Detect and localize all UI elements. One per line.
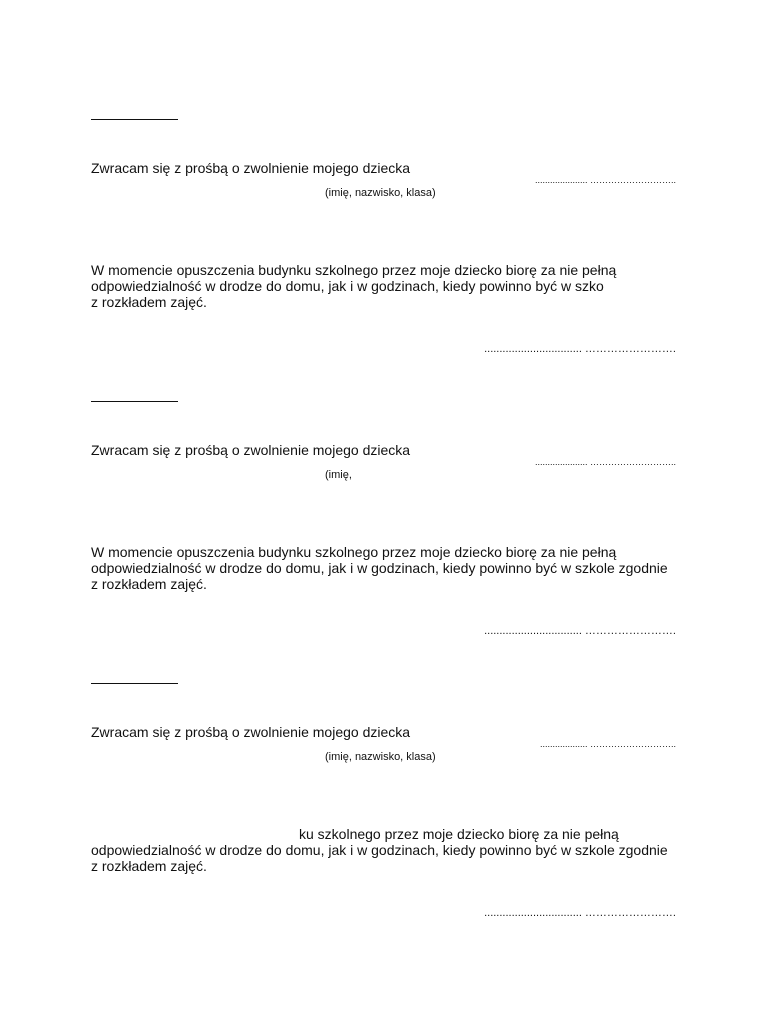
responsibility-paragraph [91, 544, 691, 592]
release-slip [0, 683, 768, 965]
child-name-dotted-line: ..................... ……………………….. [534, 457, 676, 467]
paragraph-line: odpowiedzialność w drodze do domu, jak i w godzinach, kiedy powinno być w szkole zgodnie [91, 560, 668, 576]
child-name-caption: (imię, [325, 469, 352, 481]
request-text: Zwracam się z prośbą o zwolnienie mojego dziecka [91, 160, 411, 176]
request-text: Zwracam się z prośbą o zwolnienie mojego dziecka [91, 442, 411, 458]
responsibility-paragraph [91, 262, 691, 310]
child-name-dotted-line: ..................... ……………………….. [534, 175, 676, 185]
signature-dotted-line: ................................ ……………………. [484, 625, 676, 637]
child-name-dotted-line: ................... ……………………….. [539, 739, 676, 749]
date-line [91, 683, 178, 684]
release-slip [0, 119, 768, 401]
responsibility-paragraph [91, 826, 691, 874]
signature-dotted-line: ................................ ……………………. [484, 907, 676, 919]
release-slip [0, 401, 768, 683]
signature-dotted-line: ................................ ……………………. [484, 343, 676, 355]
paragraph-line: z rozkładem zajęć. [91, 858, 207, 874]
paragraph-line: z rozkładem zajęć. [91, 294, 207, 310]
paragraph-line: odpowiedzialność w drodze do domu, jak i w godzinach, kiedy powinno być w szko [91, 278, 604, 294]
date-line [91, 119, 178, 120]
child-name-caption: (imię, nazwisko, klasa) [325, 187, 436, 199]
request-text: Zwracam się z prośbą o zwolnienie mojego dziecka [91, 724, 411, 740]
paragraph-line: ku szkolnego przez moje dziecko biorę za nie pełną [299, 826, 619, 842]
paragraph-line: W momencie opuszczenia budynku szkolnego przez moje dziecko biorę za nie pełną [91, 262, 617, 278]
paragraph-line: z rozkładem zajęć. [91, 576, 207, 592]
child-name-caption: (imię, nazwisko, klasa) [325, 751, 436, 763]
paragraph-line: odpowiedzialność w drodze do domu, jak i w godzinach, kiedy powinno być w szkole zgodnie [91, 842, 668, 858]
paragraph-line: W momencie opuszczenia budynku szkolnego przez moje dziecko biorę za nie pełną [91, 544, 617, 560]
date-line [91, 401, 178, 402]
